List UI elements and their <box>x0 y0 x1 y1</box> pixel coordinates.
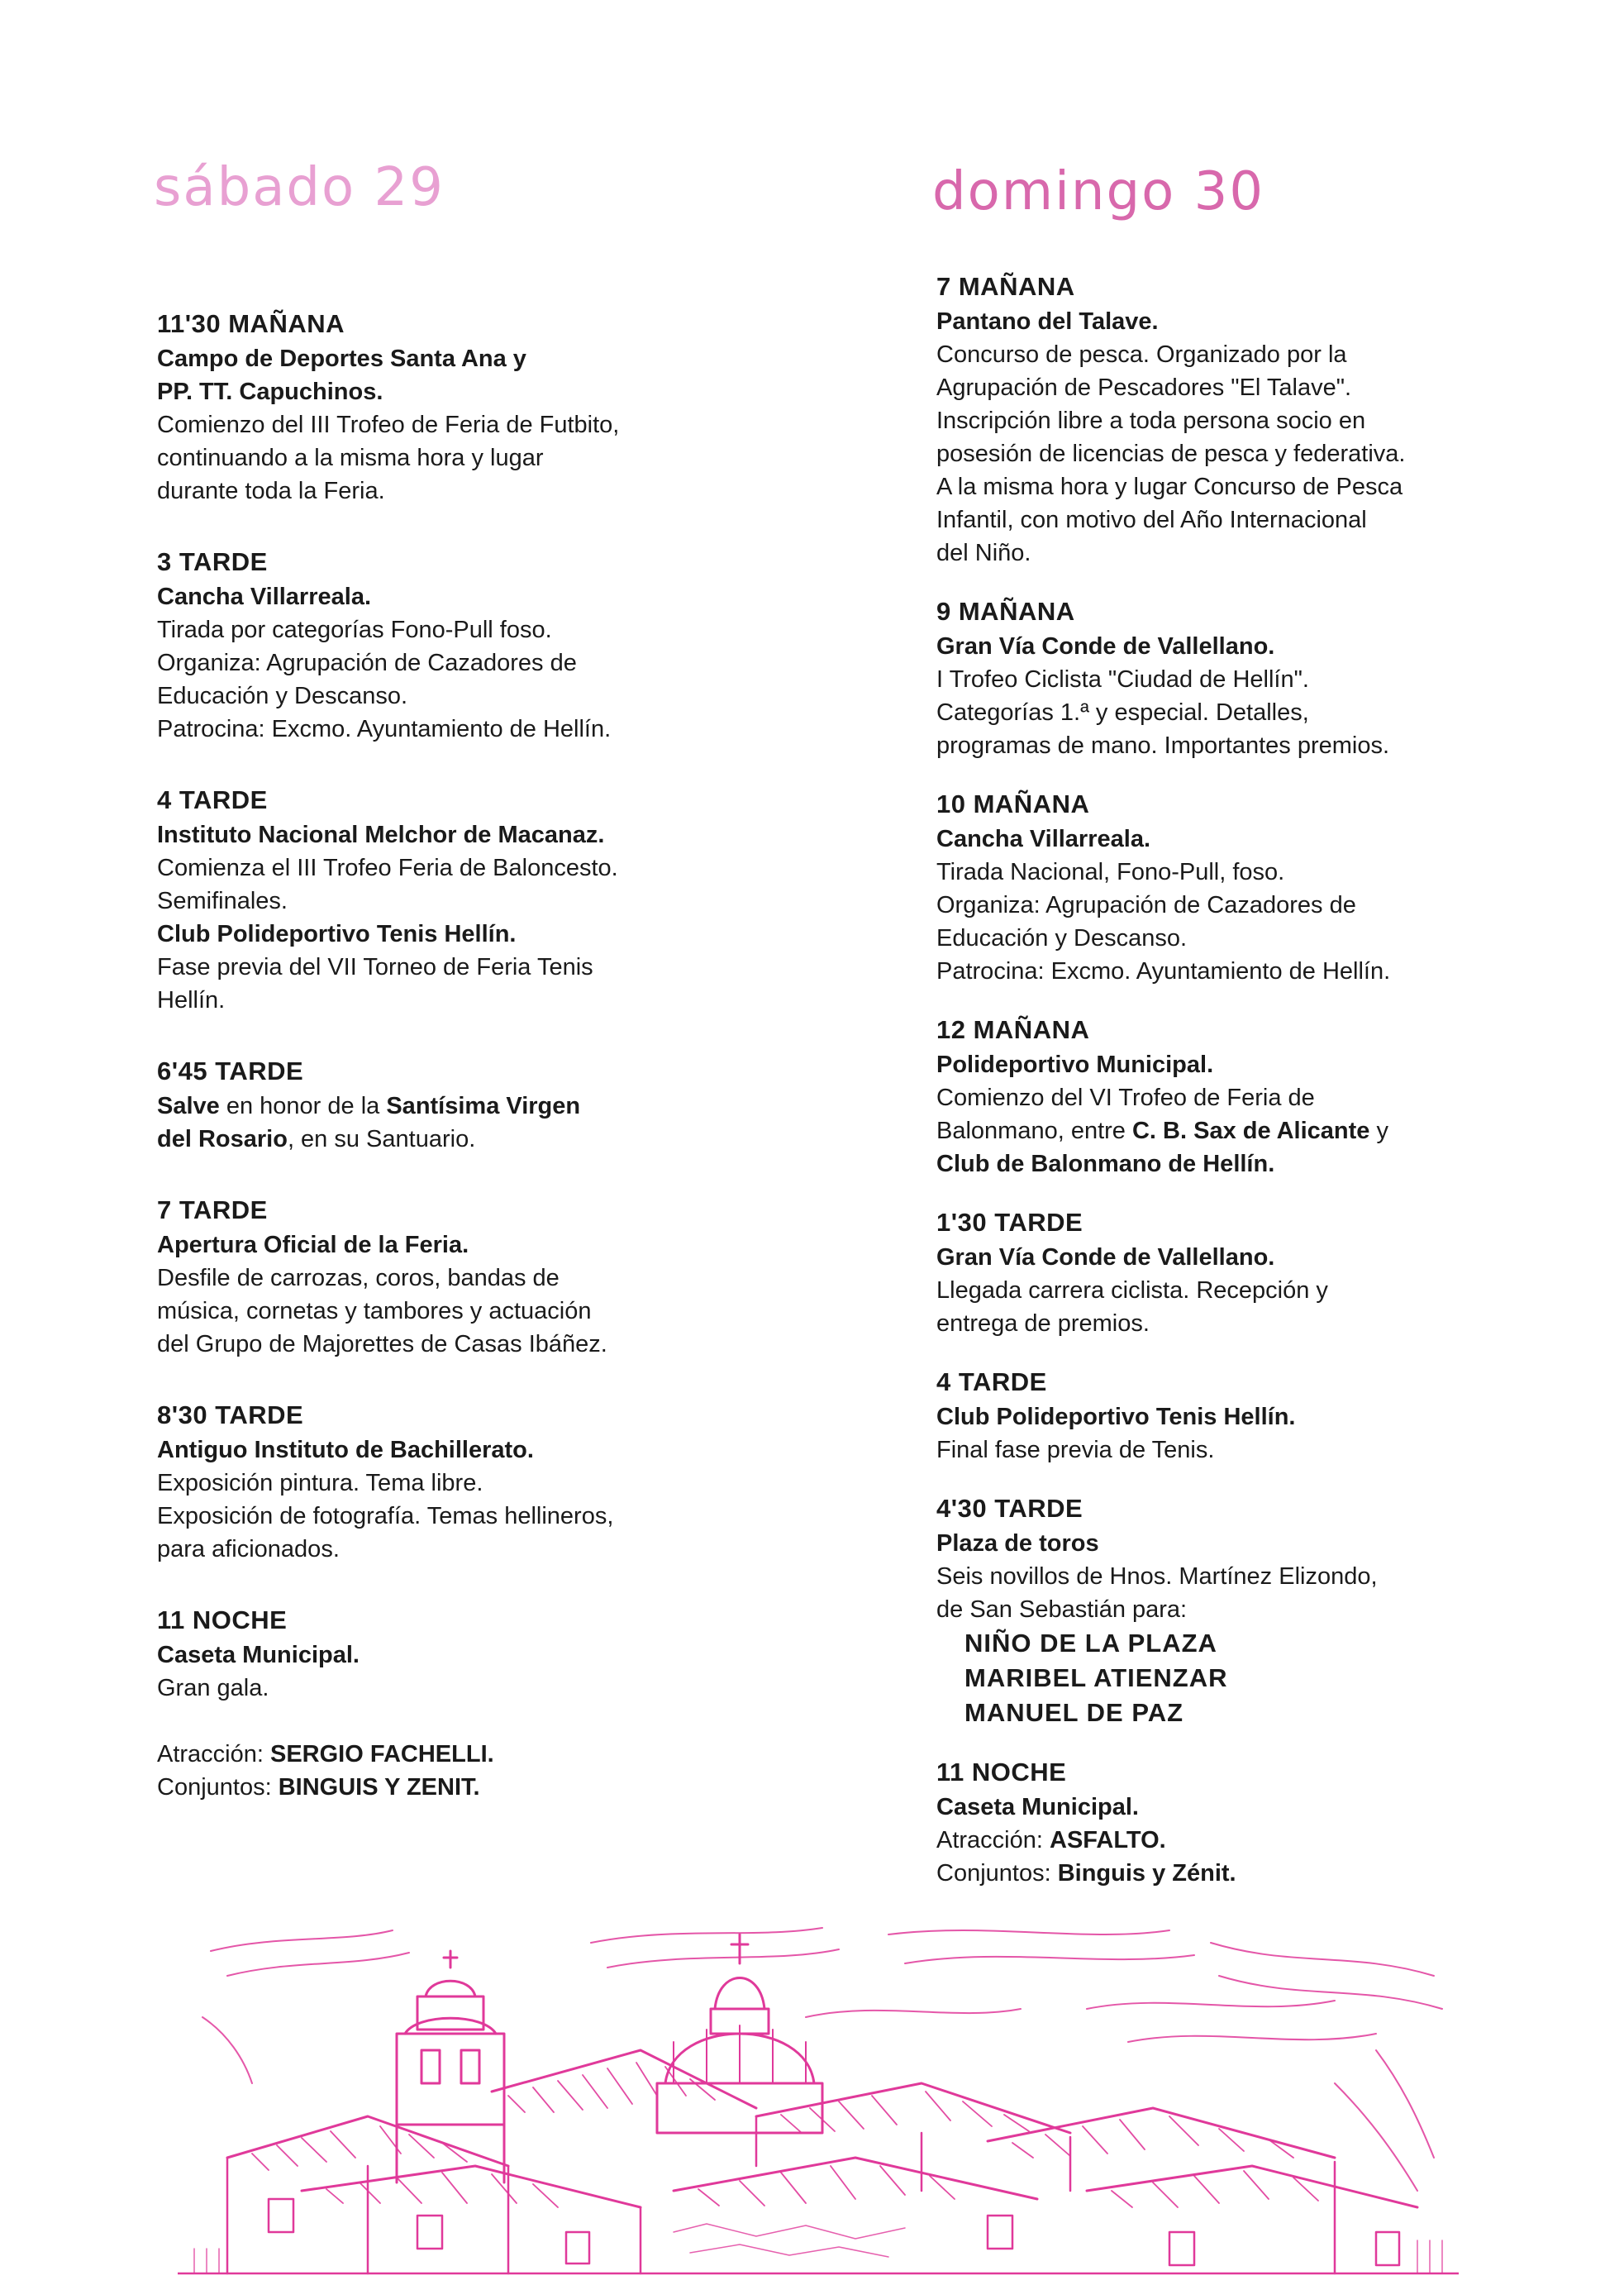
event-venue: Gran Vía Conde de Vallellano. <box>936 633 1275 660</box>
event-7-manana <box>936 269 1598 570</box>
event-detail: Semifinales. <box>157 888 288 914</box>
event-10-manana <box>936 786 1598 988</box>
event-detail: del Grupo de Majorettes de Casas Ibáñez. <box>157 1331 607 1357</box>
event-time: 8'30 TARDE <box>157 1400 304 1429</box>
event-time: 7 MAÑANA <box>936 272 1075 301</box>
event-detail: Concurso de pesca. Organizado por la <box>936 341 1347 368</box>
event-venue: Club Polideportivo Tenis Hellín. <box>157 921 517 947</box>
event-detail: Categorías 1.ª y especial. Detalles, <box>936 699 1309 726</box>
bold-text: BINGUIS Y ZENIT. <box>278 1774 480 1801</box>
line-spacer <box>157 1705 818 1738</box>
event-detail: Seis novillos de Hnos. Martínez Elizondo, <box>936 1563 1378 1590</box>
performer-name: MARIBEL ATIENZAR <box>964 1663 1228 1692</box>
event-venue: Plaza de toros <box>936 1530 1099 1557</box>
event-detail: Final fase previa de Tenis. <box>936 1437 1215 1463</box>
event-venue: Polideportivo Municipal. <box>936 1052 1214 1078</box>
event-detail: música, cornetas y tambores y actuación <box>157 1298 592 1324</box>
event-detail: Agrupación de Pescadores "El Talave". <box>936 374 1352 401</box>
event-detail: Llegada carrera ciclista. Recepción y <box>936 1277 1328 1304</box>
event-detail: Comienzo del III Trofeo de Feria de Futbito, <box>157 412 620 438</box>
text-segment: Conjuntos: <box>157 1774 279 1801</box>
event-venue: Antiguo Instituto de Bachillerato. <box>157 1437 534 1463</box>
event-detail: Fase previa del VII Torneo de Feria Tenis <box>157 954 593 980</box>
event-time: 4'30 TARDE <box>936 1494 1083 1523</box>
event-3-tarde <box>157 544 818 746</box>
event-detail: I Trofeo Ciclista "Ciudad de Hellín". <box>936 666 1309 693</box>
event-detail: programas de mano. Importantes premios. <box>936 732 1390 759</box>
event-venue: Club de Balonmano de Hellín. <box>936 1151 1275 1177</box>
event-detail: de San Sebastián para: <box>936 1596 1188 1623</box>
event-detail <box>936 1824 1598 1857</box>
event-7-tarde <box>157 1192 818 1361</box>
event-detail: para aficionados. <box>157 1536 340 1562</box>
bold-text: SERGIO FACHELLI. <box>270 1741 494 1767</box>
event-detail: Gran gala. <box>157 1675 269 1701</box>
event-detail: Comienzo del VI Trofeo de Feria de <box>936 1085 1315 1111</box>
event-venue: Pantano del Talave. <box>936 308 1159 335</box>
performer-name: NIÑO DE LA PLAZA <box>964 1629 1217 1658</box>
event-detail: Exposición pintura. Tema libre. <box>157 1470 483 1496</box>
event-detail: posesión de licencias de pesca y federativa. <box>936 441 1406 467</box>
event-detail: continuando a la misma hora y lugar <box>157 445 544 471</box>
event-detail <box>157 1090 818 1123</box>
event-detail <box>936 1857 1598 1890</box>
event-time: 9 MAÑANA <box>936 597 1075 626</box>
town-church-illustration <box>178 1918 1459 2282</box>
event-11-noche <box>936 1754 1598 1890</box>
event-detail: Patrocina: Excmo. Ayuntamiento de Hellín. <box>157 716 612 742</box>
event-venue: Cancha Villarreala. <box>936 826 1151 852</box>
event-time: 6'45 TARDE <box>157 1057 304 1085</box>
event-12-manana <box>936 1012 1598 1181</box>
event-venue: Caseta Municipal. <box>157 1642 360 1668</box>
event-time: 11 NOCHE <box>936 1758 1067 1786</box>
event-detail: entrega de premios. <box>936 1310 1150 1337</box>
bold-text: Santísima Virgen <box>386 1093 581 1119</box>
event-detail: Desfile de carrozas, coros, bandas de <box>157 1265 560 1291</box>
event-1-30-tarde <box>936 1205 1598 1340</box>
event-time: 11 NOCHE <box>157 1605 288 1634</box>
text-segment: Atracción: <box>157 1741 270 1767</box>
event-detail: Educación y Descanso. <box>936 925 1188 952</box>
bold-text: Binguis y Zénit. <box>1057 1860 1236 1887</box>
event-4-tarde <box>936 1364 1598 1467</box>
event-venue: PP. TT. Capuchinos. <box>157 379 383 405</box>
event-detail <box>157 1771 818 1804</box>
schedule-column-saturday <box>157 306 818 1840</box>
bold-text: ASFALTO. <box>1050 1827 1166 1853</box>
event-detail: durante toda la Feria. <box>157 478 385 504</box>
event-venue: Cancha Villarreala. <box>157 584 372 610</box>
event-venue: Caseta Municipal. <box>936 1794 1139 1820</box>
event-detail: Organiza: Agrupación de Cazadores de <box>936 892 1356 918</box>
event-detail: A la misma hora y lugar Concurso de Pesca <box>936 474 1403 500</box>
event-time: 4 TARDE <box>936 1367 1047 1396</box>
day-title-saturday: sábado 29 <box>154 157 445 218</box>
event-detail: Exposición de fotografía. Temas hellineros, <box>157 1503 614 1529</box>
event-detail: Infantil, con motivo del Año Internacional <box>936 507 1367 533</box>
event-detail: Tirada por categorías Fono-Pull foso. <box>157 617 552 643</box>
event-4-30-tarde <box>936 1491 1598 1730</box>
event-time: 10 MAÑANA <box>936 789 1090 818</box>
event-detail: Hellín. <box>157 987 226 1014</box>
event-detail: Educación y Descanso. <box>157 683 408 709</box>
event-time: 11'30 MAÑANA <box>157 309 345 338</box>
event-detail <box>157 1123 818 1156</box>
event-time: 12 MAÑANA <box>936 1015 1090 1044</box>
bold-text: del Rosario <box>157 1126 288 1152</box>
event-detail: Inscripción libre a toda persona socio en <box>936 408 1366 434</box>
event-9-manana <box>936 594 1598 762</box>
bold-text: C. B. Sax de Alicante <box>1131 1118 1370 1144</box>
event-4-tarde <box>157 782 818 1017</box>
schedule-column-sunday <box>936 269 1598 1914</box>
event-detail <box>157 1738 818 1771</box>
event-time: 1'30 TARDE <box>936 1208 1083 1237</box>
text-segment: Atracción: <box>936 1827 1050 1853</box>
event-time: 3 TARDE <box>157 547 268 576</box>
event-detail: Patrocina: Excmo. Ayuntamiento de Hellín. <box>936 958 1391 985</box>
event-detail <box>936 1114 1598 1147</box>
event-detail: Organiza: Agrupación de Cazadores de <box>157 650 577 676</box>
event-11-30-manana <box>157 306 818 508</box>
event-venue: Campo de Deportes Santa Ana y <box>157 346 526 372</box>
event-venue: Gran Vía Conde de Vallellano. <box>936 1244 1275 1271</box>
bold-text: Salve <box>157 1093 220 1119</box>
event-venue: Instituto Nacional Melchor de Macanaz. <box>157 822 605 848</box>
event-11-noche <box>157 1602 818 1804</box>
event-detail: del Niño. <box>936 540 1031 566</box>
text-segment: y <box>1369 1118 1388 1144</box>
event-detail: Comienza el III Trofeo Feria de Baloncesto. <box>157 855 618 881</box>
text-segment: , en su Santuario. <box>287 1126 476 1152</box>
event-time: 7 TARDE <box>157 1195 268 1224</box>
text-segment: en honor de la <box>219 1093 387 1119</box>
text-segment: Balonmano, entre <box>936 1118 1132 1144</box>
text-segment: Conjuntos: <box>936 1860 1058 1887</box>
event-6-45-tarde <box>157 1053 818 1156</box>
event-venue: Club Polideportivo Tenis Hellín. <box>936 1404 1296 1430</box>
event-venue: Apertura Oficial de la Feria. <box>157 1232 469 1258</box>
performer-name: MANUEL DE PAZ <box>964 1698 1184 1727</box>
day-title-sunday: domingo 30 <box>932 161 1265 222</box>
event-time: 4 TARDE <box>157 785 268 814</box>
event-8-30-tarde <box>157 1397 818 1566</box>
event-detail: Tirada Nacional, Fono-Pull, foso. <box>936 859 1285 885</box>
